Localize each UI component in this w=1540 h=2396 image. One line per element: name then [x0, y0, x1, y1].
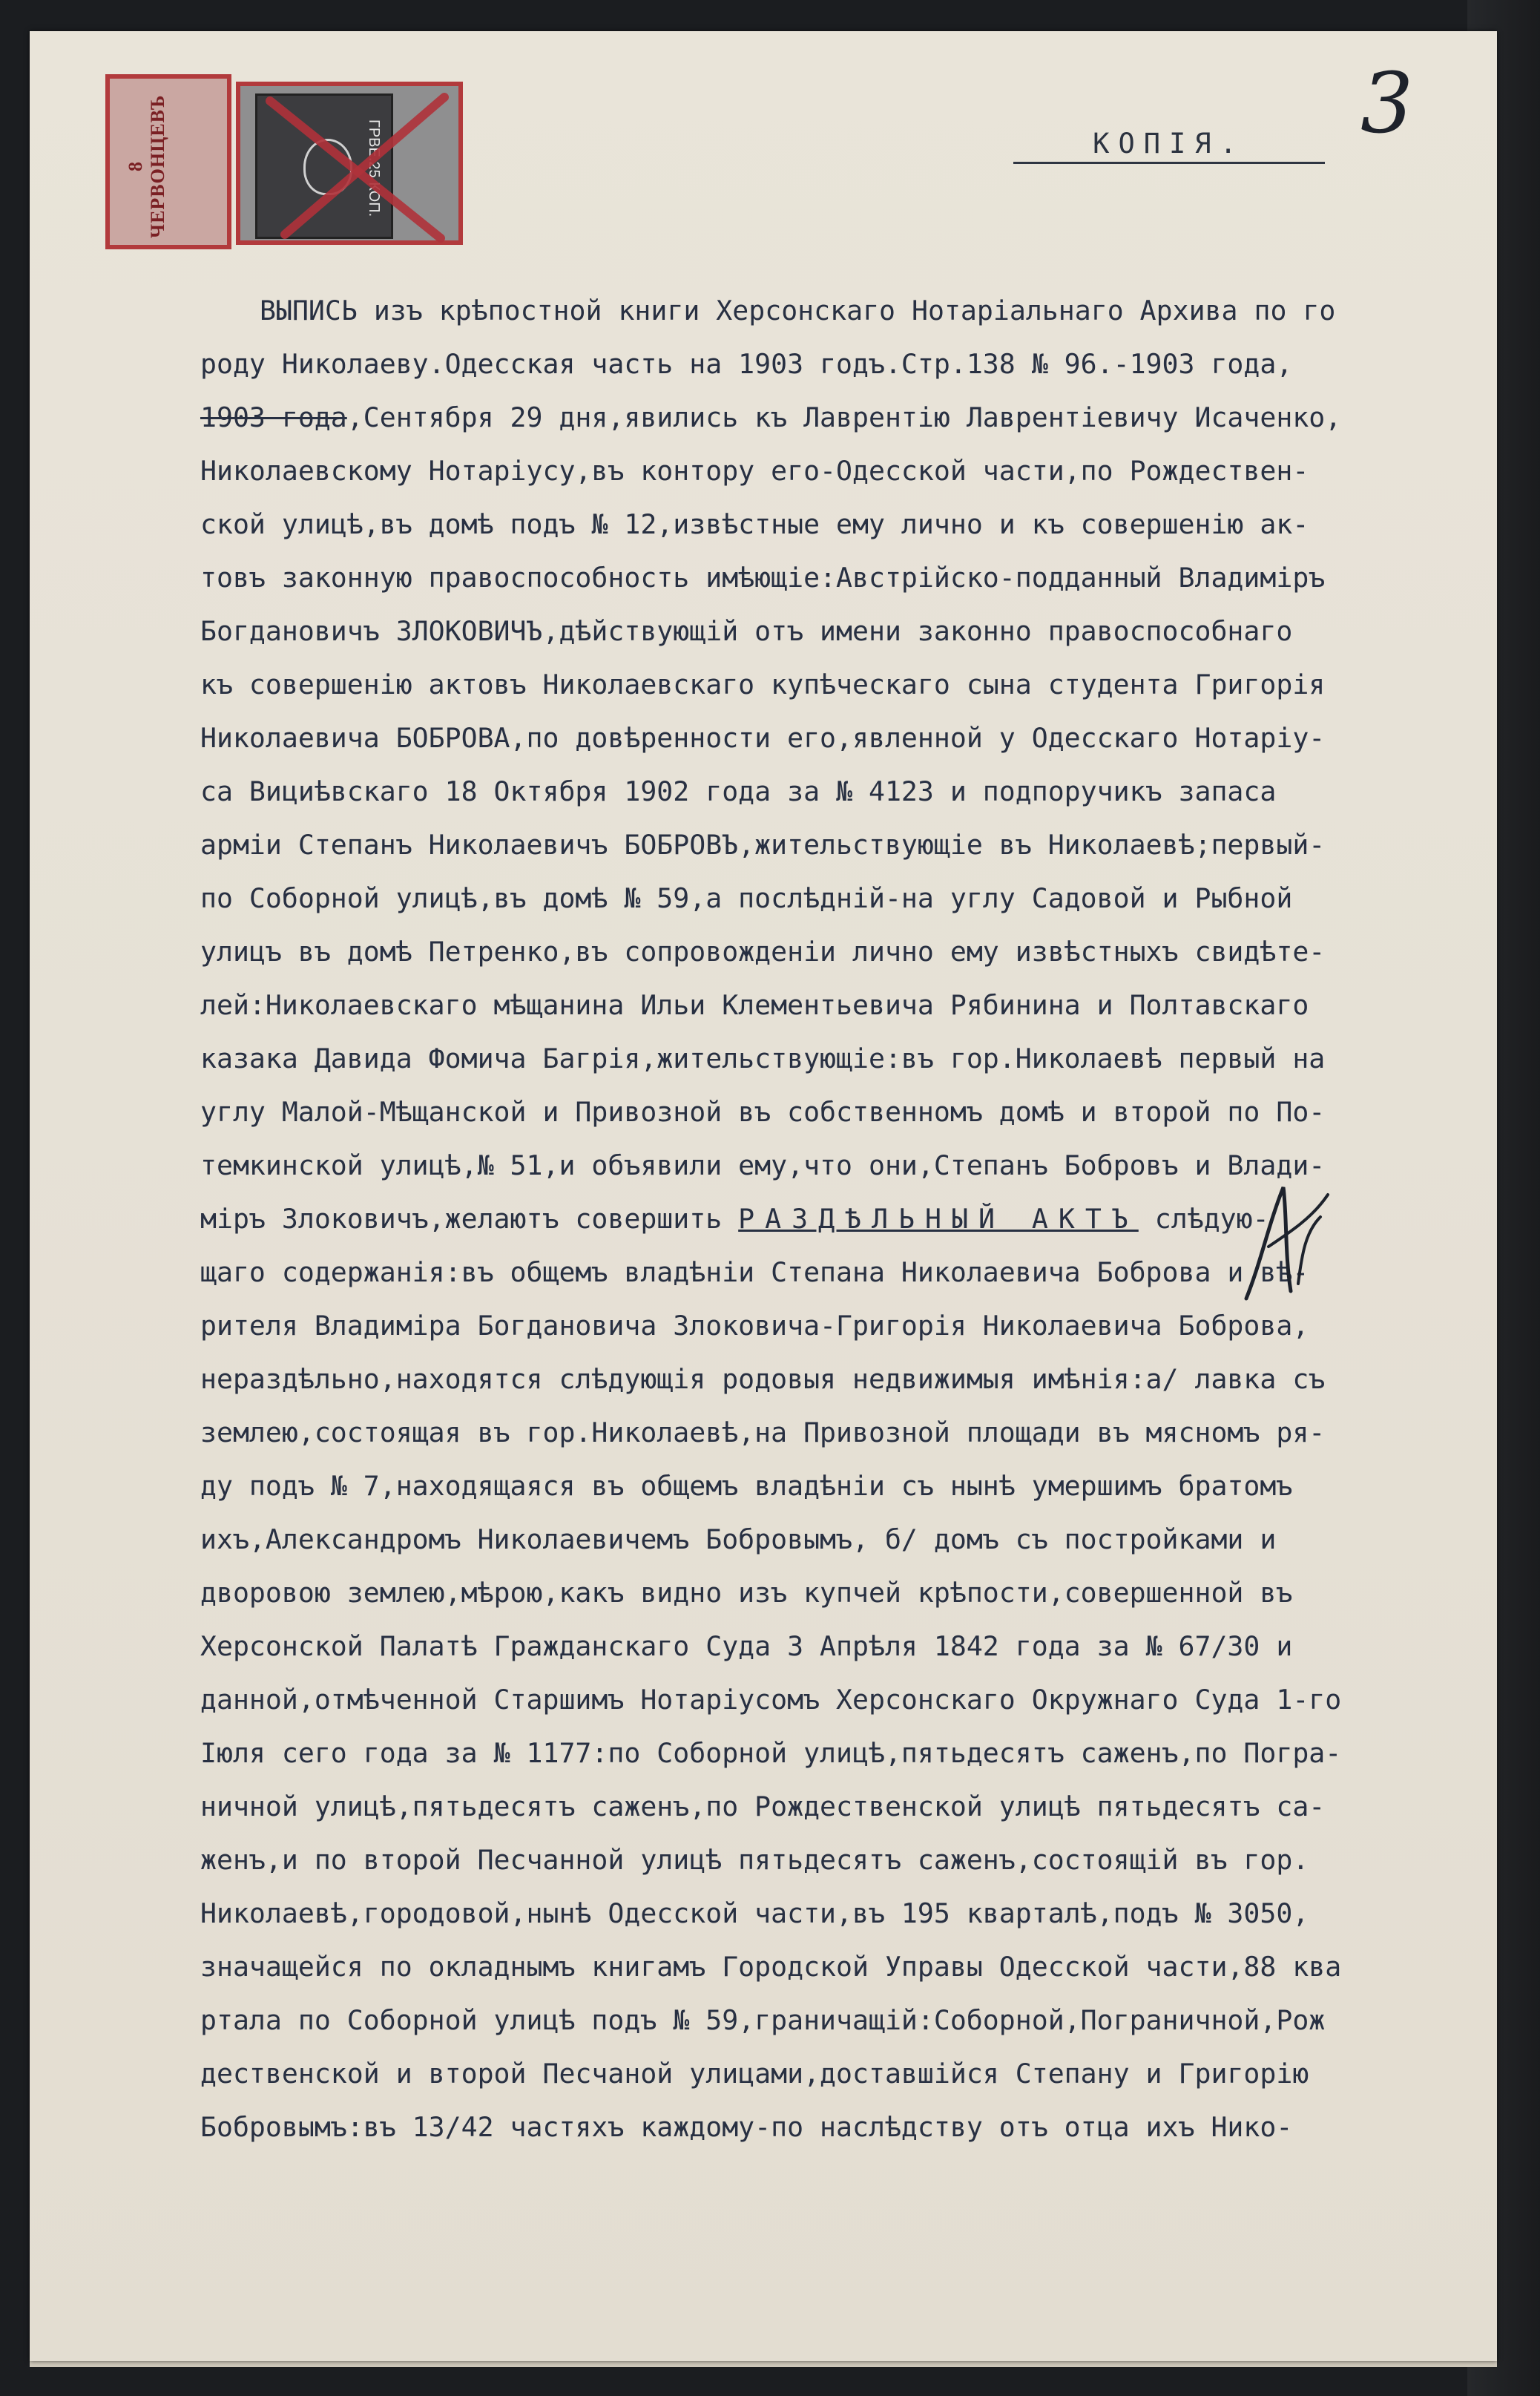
- text-line: [200, 391, 1454, 444]
- document-heading: КОПІЯ.: [1093, 128, 1246, 160]
- text-line: ской улицѣ,въ домѣ подъ № 12,извѣстные ему лично и къ совершенію ак-: [200, 508, 1309, 540]
- text-line: ихъ,Александромъ Николаевичемъ Бобровымъ, б/ домъ съ постройками и: [200, 1523, 1277, 1555]
- text-line: нераздѣльно,находятся слѣдующія родовыя недвижимыя имѣнія:а/ лавка съ: [200, 1363, 1326, 1395]
- text-line: темкинской улицѣ,№ 51,и объявили ему,что они,Степанъ Бобровъ и Влади-: [200, 1149, 1326, 1181]
- text-line: арміи Степанъ Николаевичъ БОБРОВЪ,жительствующіе въ Николаевѣ;первый-: [200, 829, 1326, 861]
- text-line: къ совершенію актовъ Николаевскаго купѣческаго сына студента Григорія: [200, 669, 1326, 700]
- text-line: ртала по Соборной улицѣ подъ № 59,граничащій:Соборной,Пограничной,Рож: [200, 2004, 1326, 2036]
- text-line: товъ законную правоспособность имѣющіе:Австрійско-подданный Владиміръ: [200, 562, 1326, 594]
- text-line: значащейся по окладнымъ книгамъ Городской Управы Одесской части,88 ква: [200, 1951, 1342, 1983]
- text-line: Херсонской Палатѣ Гражданскаго Суда 3 Апрѣля 1842 года за № 67/30 и: [200, 1630, 1293, 1662]
- text-line: рителя Владиміра Богдановича Злоковича-Григорія Николаевича Боброва,: [200, 1310, 1309, 1342]
- text-span: ,Сентября 29 дня,явились къ Лаврентію Лаврентіевичу Исаченко,: [346, 401, 1342, 433]
- text-line: са Вициѣвскаго 18 Октября 1902 года за № 4123 и подпоручикъ запаса: [200, 775, 1277, 807]
- text-line: по Соборной улицѣ,въ домѣ № 59,а послѣдній-на углу Садовой и Рыбной: [200, 882, 1293, 914]
- revenue-stamp-icon: [236, 82, 463, 245]
- text-line: женъ,и по второй Песчанной улицѣ пятьдесятъ саженъ,состоящій въ гор.: [200, 1844, 1309, 1876]
- page-number: 3: [1360, 56, 1414, 152]
- text-line: углу Малой-Мѣщанской и Привозной въ собственномъ домѣ и второй по По-: [200, 1096, 1326, 1128]
- text-line: Іюля сего года за № 1177:по Соборной улицѣ,пятьдесятъ саженъ,по Погра-: [200, 1737, 1342, 1769]
- text-line: лей:Николаевскаго мѣщанина Ильи Клементьевича Рябинина и Полтавскаго: [200, 989, 1309, 1021]
- stamp-side-text: 8 ЧЕРВОНЦЕВЪ: [125, 94, 168, 238]
- text-line: ВЫПИСЬ изъ крѣпостной книги Херсонскаго Нотаріальнаго Архива по го: [260, 295, 1336, 326]
- text-line: казака Давида Фомича Багрія,жительствующіе:въ гор.Николаевѣ первый на: [200, 1043, 1326, 1074]
- cancellation-cross-icon: [240, 86, 467, 249]
- stamp-denomination: ГРВЕ.25 КОП.: [366, 119, 382, 217]
- text-line: дественской и второй Песчаной улицами,доставшійся Степану и Григорію: [200, 2058, 1309, 2090]
- text-line: землею,состоящая въ гор.Николаевѣ,на Привозной площади въ мясномъ ря-: [200, 1417, 1326, 1448]
- text-line: Николаевича БОБРОВА,по довѣренности его,явленной у Одесскаго Нотаріу-: [200, 722, 1326, 754]
- struck-text: 1903 года: [200, 401, 347, 433]
- text-line: ду подъ № 7,находящаяся въ общемъ владѣніи съ нынѣ умершимъ братомъ: [200, 1470, 1293, 1502]
- stamp-red-border: [105, 74, 231, 249]
- text-line: щаго содержанія:въ общемъ владѣніи Степана Николаевича Боброва и вѣ-: [200, 1256, 1309, 1288]
- heading-underline: [1013, 162, 1325, 164]
- act-title: РАЗДѢЛЬНЫЙ АКТЪ: [738, 1203, 1139, 1235]
- text-line: Николаевскому Нотаріусу,въ контору его-Одесской части,по Рождествен-: [200, 455, 1309, 487]
- handwritten-signature-icon: [1217, 1172, 1343, 1313]
- text-span: міръ Злоковичъ,желаютъ совершить: [200, 1203, 739, 1235]
- text-span: слѣдую-: [1138, 1203, 1269, 1235]
- text-line: Николаевѣ,городовой,нынѣ Одесской части,въ 195 кварталѣ,подъ № 3050,: [200, 1897, 1309, 1929]
- revenue-stamp: [105, 74, 463, 252]
- text-line: Бобровымъ:въ 13/42 частяхъ каждому-по наслѣдству отъ отца ихъ Нико-: [200, 2111, 1293, 2143]
- text-line: ничной улицѣ,пятьдесятъ саженъ,по Рождественской улицѣ пятьдесятъ са-: [200, 1791, 1326, 1822]
- text-line: данной,отмѣченной Старшимъ Нотаріусомъ Херсонскаго Окружнаго Суда 1-го: [200, 1684, 1342, 1716]
- text-line: дворовою землею,мѣрою,какъ видно изъ купчей крѣпости,совершенной въ: [200, 1577, 1293, 1609]
- text-line: роду Николаеву.Одесская часть на 1903 годъ.Стр.138 № 96.-1903 года,: [200, 348, 1293, 380]
- text-line: улицъ въ домѣ Петренко,въ сопровожденіи лично ему извѣстныхъ свидѣте-: [200, 936, 1326, 968]
- text-line: Богдановичъ ЗЛОКОВИЧЪ,дѣйствующій отъ имени законно правоспособнаго: [200, 615, 1293, 647]
